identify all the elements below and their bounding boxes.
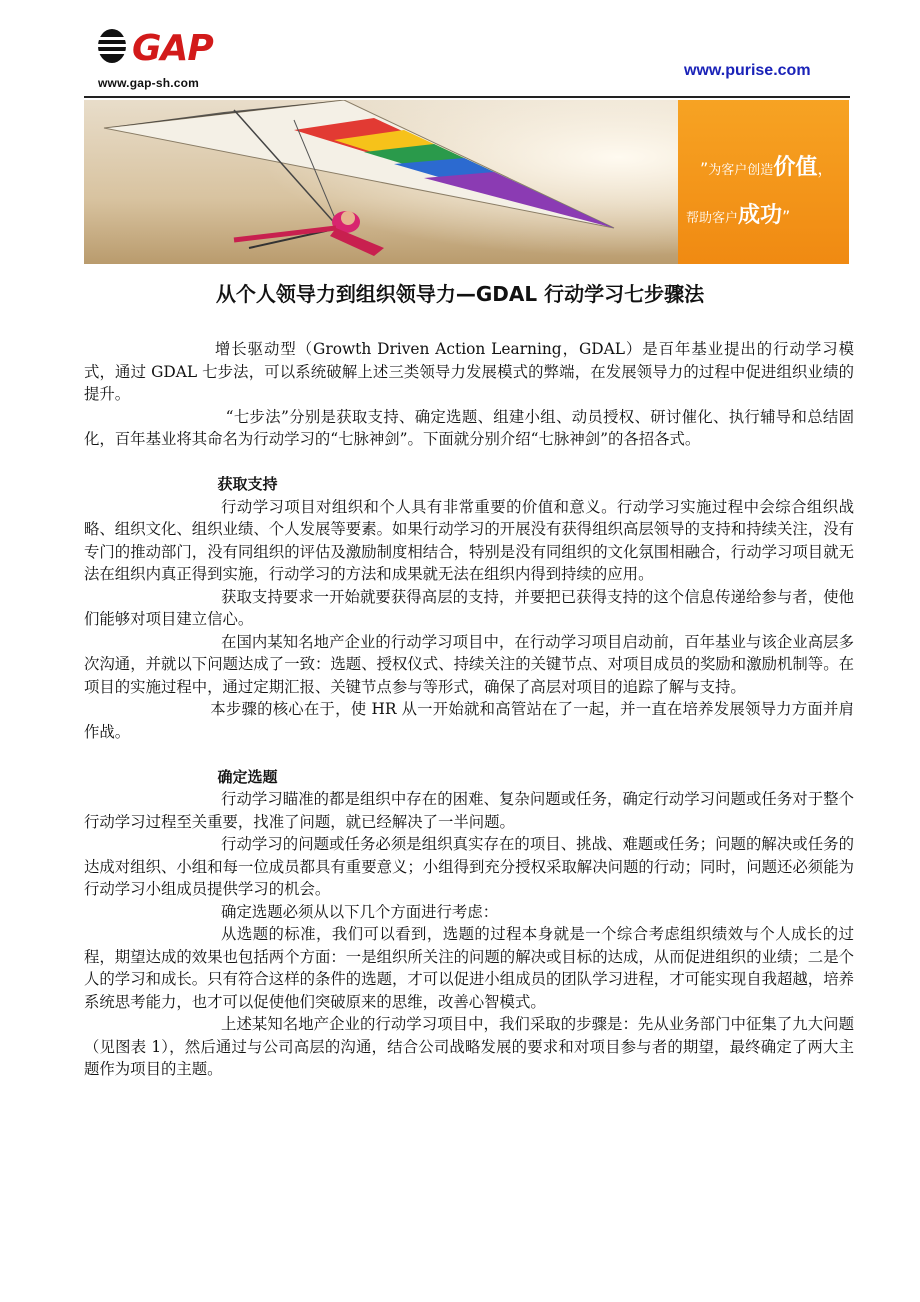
slogan-line-1: ”为客户创造价值， [700,155,834,180]
slogan-2-small: 帮助客户 [686,211,739,226]
body-paragraph: 本步骤的核心在于，使 HR 从一开始就和高管站在了一起，并一直在培养发展领导力方面并肩作战。 [84,700,854,741]
header-divider [84,96,850,98]
body-paragraph: “七步法”分别是获取支持、确定选题、组建小组、动员授权、研讨催化、执行辅导和总结固化，百年基业将其命名为行动学习的“七脉神剑”。下面就分别介绍“七脉神剑”的各招各式。 [84,407,854,448]
logo-url[interactable]: www.gap-sh.com [98,76,200,90]
slogan-1-small: 为客户创造 [708,163,774,178]
slogan-2-big: 成功 [738,203,783,228]
article-body [84,338,854,1081]
svg-text:GAP: GAP [132,28,213,69]
slogan-panel [678,100,849,264]
section-heading: 确定选题 [217,767,278,786]
site-url-link[interactable]: www.purise.com [684,62,811,79]
body-paragraph: 行动学习瞄准的都是组织中存在的困难、复杂问题或任务，确定行动学习问题或任务对于整个行动学习过程至关重要，找准了问题，就已经解决了一半问题。 [84,790,854,831]
hang-glider-photo [84,100,678,264]
slogan-line-2: 帮助客户成功” [686,203,791,228]
body-paragraph: 从选题的标准，我们可以看到，选题的过程本身就是一个综合考虑组织绩效与个人成长的过程，期望达成的效果也包括两个方面：一是组织所关注的问题的解决或目标的达成，从而促进组织的业绩；二是个人的学习和成长。只有符合这样的条件的选题，才可以促进小组成员的团队学习进程，才可能实现自我超越，培养系统思考能力，也才可以促使他们突破原来的思维，改善心智模式。 [84,925,854,1011]
section-heading: 获取支持 [217,475,278,493]
body-paragraph: 确定选题必须从以下几个方面进行考虑： [221,902,499,921]
globe-icon [96,29,128,63]
body-paragraph: 增长驱动型（Growth Driven Action Learning，GDAL）是百年基业提出的行动学习模式，通过 GDAL 七步法，可以系统破解上述三类领导力发展模式的弊端，在发展领导力的过程中促进组织业绩的提升。 [84,340,854,403]
body-paragraph: 上述某知名地产企业的行动学习项目中，我们采取的步骤是：先从业务部门中征集了九大问题（见图表 1），然后通过与公司高层的沟通，结合公司战略发展的要求和对项目参与者的期望，最终确定了两大主题作为项目的主题。 [84,1015,854,1078]
body-paragraph: 行动学习项目对组织和个人具有非常重要的价值和意义。行动学习实施过程中会综合组织战略、组织文化、组织业绩、个人发展等要素。如果行动学习的开展没有获得组织高层领导的支持和持续关注，没有专门的推动部门，没有同组织的评估及激励制度相结合，特别是没有同组织的文化氛围相融合，行动学习项目就无法在组织内真正得到实施，行动学习的方法和成果就无法在组织内得到持续的应用。 [84,497,854,583]
paragraph-spacer [84,451,854,474]
hero-banner [84,100,849,264]
article-title: 从个人领导力到组织领导力—GDAL 行动学习七步骤法 [215,282,705,306]
body-paragraph: 行动学习的问题或任务必须是组织真实存在的项目、挑战、难题或任务；问题的解决或任务的达成对组织、小组和每一位成员都具有重要意义；小组得到充分授权采取解决问题的行动；同时，问题还必须能为行动学习小组成员提供学习的机会。 [84,835,854,898]
body-paragraph: 获取支持要求一开始就要获得高层的支持，并要把已获得支持的这个信息传递给参与者，使他们能够对项目建立信心。 [84,587,854,628]
body-paragraph: 在国内某知名地产企业的行动学习项目中，在行动学习项目启动前，百年基业与该企业高层多次沟通，并就以下问题达成了一致：选题、授权仪式、持续关注的关键节点、对项目成员的奖励和激励机制等。在项目的实施过程中，通过定期汇报、关键节点参与等形式，确保了高层对项目的追踪了解与支持。 [84,632,854,696]
paragraph-spacer [84,743,854,766]
slogan-1-big: 价值 [773,155,818,180]
